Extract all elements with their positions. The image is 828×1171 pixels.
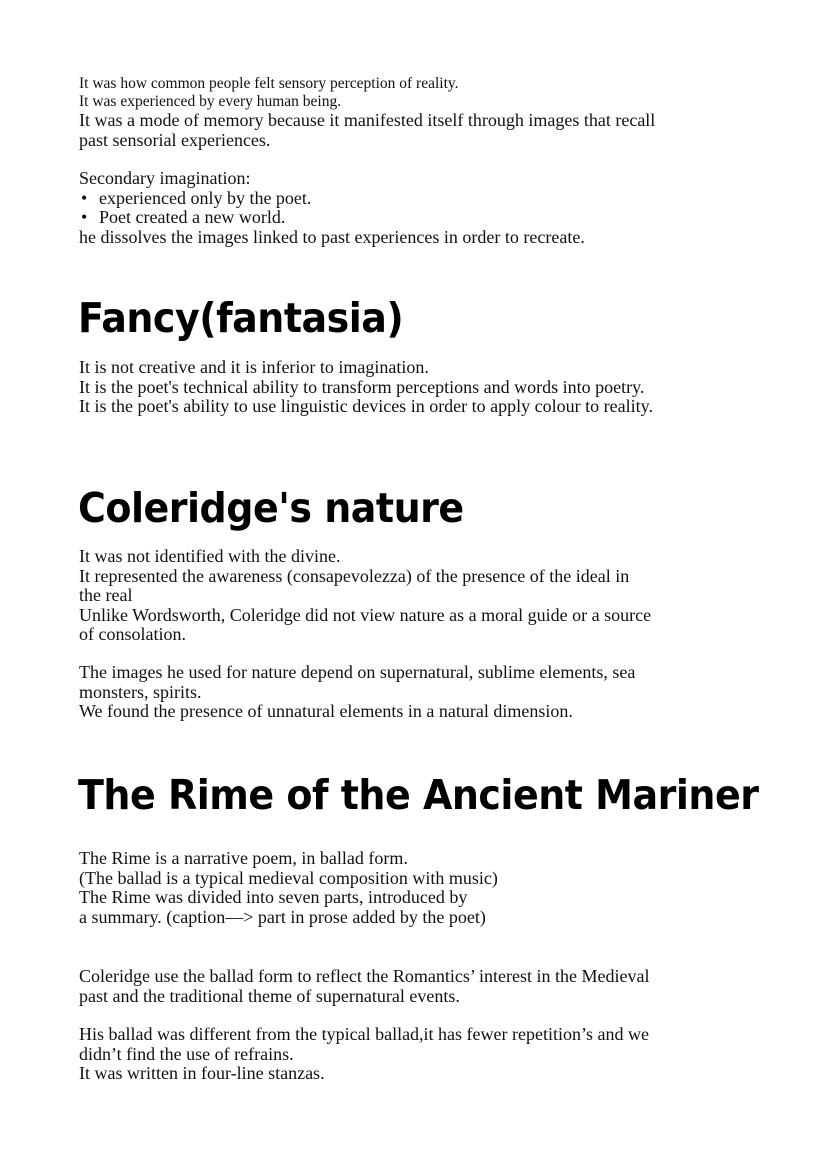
text-line: It was a mode of memory because it manifested itself through images that recall <box>79 110 656 130</box>
text-line: he dissolves the images linked to past experiences in order to recreate. <box>79 226 585 247</box>
text-line: The Rime was divided into seven parts, introduced by <box>79 887 468 907</box>
text-line: The images he used for nature depend on supernatural, sublime elements, sea <box>79 662 636 682</box>
heading-fancy: Fancy(fantasia) <box>78 294 404 342</box>
text-line: It was written in four-line stanzas. <box>79 1063 325 1083</box>
fancy-lines <box>79 358 653 417</box>
text-line: It represented the awareness (consapevolezza) of the presence of the ideal in <box>79 565 630 586</box>
heading-coleridges-nature: Coleridge's nature <box>78 484 464 532</box>
secondary-imagination <box>79 169 585 247</box>
nature-lines <box>79 547 651 645</box>
list-item <box>79 208 585 228</box>
heading-rime: The Rime of the Ancient Mariner <box>78 771 759 819</box>
list-item-text: Poet created a new world. <box>99 207 286 227</box>
text-line: It was not identified with the divine. <box>79 546 341 566</box>
nature-lines-2 <box>79 663 635 722</box>
text-line: the real <box>79 585 133 605</box>
bullet-icon: • <box>81 187 88 208</box>
text-line: Coleridge use the ballad form to reflect the Romantics’ interest in the Medieval <box>79 966 650 986</box>
rime-lines-3 <box>79 1025 649 1084</box>
intro-lines-small <box>79 75 459 111</box>
text-line: It is not creative and it is inferior to imagination. <box>79 357 429 377</box>
text-line: Unlike Wordsworth, Coleridge did not view nature as a moral guide or a source <box>79 604 652 625</box>
text-line: didn’t find the use of refrains. <box>79 1043 294 1064</box>
text-line: past sensorial experiences. <box>79 129 271 150</box>
text-line: It is the poet's ability to use linguistic devices in order to apply colour to reality. <box>79 396 653 416</box>
text-line: His ballad was different from the typical ballad,it has fewer repetition’s and we <box>79 1024 649 1044</box>
text-line: It was how common people felt sensory perception of reality. <box>79 75 459 92</box>
text-line: It was experienced by every human being. <box>79 93 342 110</box>
text-line: The Rime is a narrative poem, in ballad form. <box>79 848 408 868</box>
text-line: (The ballad is a typical medieval composition with music) <box>79 867 498 888</box>
text-line: We found the presence of unnatural elements in a natural dimension. <box>79 701 573 721</box>
text-line: monsters, spirits. <box>79 681 202 702</box>
rime-lines-2 <box>79 967 649 1006</box>
text-line: of consolation. <box>79 624 186 644</box>
text-line: a summary. (caption—> part in prose added by the poet) <box>79 906 486 927</box>
bullet-icon: • <box>81 207 88 227</box>
rime-lines <box>79 849 498 927</box>
list-item <box>79 189 585 209</box>
list-item-text: experienced only by the poet. <box>99 187 312 208</box>
text-line: past and the traditional theme of supernatural events. <box>79 985 460 1006</box>
intro-lines <box>79 111 655 150</box>
list-title: Secondary imagination: <box>79 168 251 188</box>
text-line: It is the poet's technical ability to transform perceptions and words into poetry. <box>79 376 645 397</box>
